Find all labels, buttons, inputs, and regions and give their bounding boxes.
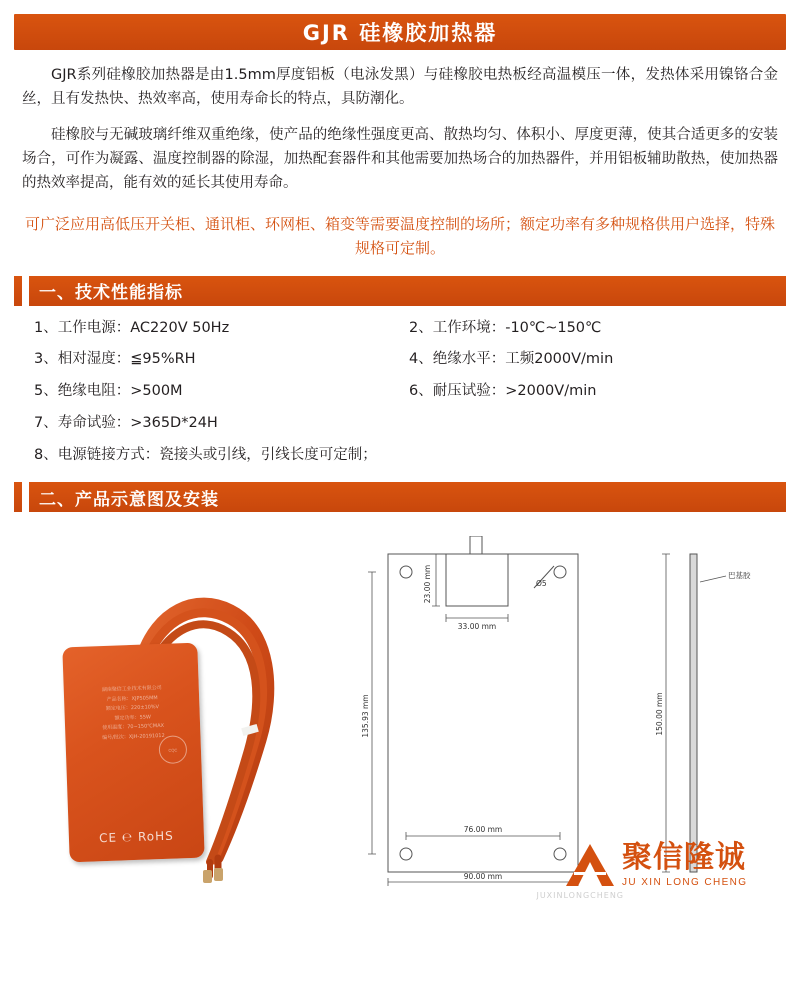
dim-connector-height: 23.00 mm xyxy=(423,565,432,604)
spec-item: 3、相对湿度：≦95%RH xyxy=(34,351,196,368)
intro-paragraph-1: GJR系列硅橡胶加热器是由1.5mm厚度铝板（电泳发黑）与硅橡胶电热板经高温模压一体，发热体采用镍铬合金丝，且有发热快、热效率高，使用寿命长的特点，具防潮化。 xyxy=(22,67,778,107)
section-header-specs xyxy=(14,276,786,306)
document-page xyxy=(0,14,800,982)
company-logo xyxy=(564,834,784,896)
page-title-bar xyxy=(14,14,786,50)
page-title: GJR 硅橡胶加热器 xyxy=(302,21,498,45)
spec-item: 1、工作电源：AC220V 50Hz xyxy=(34,319,230,336)
dim-inner-height: 135.93 mm xyxy=(361,694,370,738)
spec-item: 2、工作环境：-10℃~150℃ xyxy=(409,319,602,336)
section-accent-bar xyxy=(22,276,29,306)
certification-stamp: CQC xyxy=(158,736,187,765)
section-accent-bar xyxy=(22,482,29,512)
spec-item: 4、绝缘水平：工频2000V/min xyxy=(409,351,614,368)
plate-label-line: 湖南聚信工业技术有限公司 xyxy=(101,685,162,694)
plate-label-line: 编号/批次：XJH-20191012 xyxy=(102,732,165,741)
intro-section xyxy=(0,64,800,260)
logo-text-block xyxy=(622,839,748,888)
logo-mark-icon xyxy=(564,842,616,888)
footer-watermark: JUXINLONGCHENG xyxy=(536,891,624,901)
spec-item: 8、电源链接方式：瓷接头或引线，引线长度可定制； xyxy=(34,446,377,463)
dim-side-height: 150.00 mm xyxy=(655,692,664,736)
section-title-diagram: 二、产品示意图及安装 xyxy=(39,489,219,510)
plate-cert-marks: CE ℮ RoHS xyxy=(98,829,174,846)
plate-label-line: 产品名称：XJP505MM xyxy=(106,694,158,703)
spec-item: 7、寿命试验：>365D*24H xyxy=(34,414,218,431)
spec-item: 6、耐压试验：>2000V/min xyxy=(409,383,597,400)
spec-item: 5、绝缘电阻：>500M xyxy=(34,383,183,400)
section-header-diagram xyxy=(14,482,786,512)
plate-label-line: 额定功率：55W xyxy=(114,714,152,722)
logo-name-cn: 聚信隆诚 xyxy=(622,839,746,875)
intro-paragraph-2: 硅橡胶与无碱玻璃纤维双重绝缘，使产品的绝缘性强度更高、散热均匀、体积小、厚度更薄，使其合适更多的安装场合，可作为凝露、温度控制器的除湿，加热配套器件和其他需要加热场合的加热器件，并用铝板辅助散热，使加热器的热效率提高，能有效的延长其使用寿命。 xyxy=(22,126,778,191)
section-title-specs: 一、技术性能指标 xyxy=(39,283,183,304)
dim-total-width: 90.00 mm xyxy=(463,872,503,882)
intro-highlight: 可广泛应用高低压开关柜、通讯柜、环网柜、箱变等需要温度控制的场所；额定功率有多种规格供用户选择，特殊规格可定制。 xyxy=(24,214,775,257)
product-photo xyxy=(46,540,336,885)
spec-list xyxy=(0,318,800,467)
plate-label-line: 使用温度：70~150℃MAX xyxy=(102,723,165,732)
side-note-label: 巴基胶 xyxy=(728,571,751,581)
logo-name-en: JU XIN LONG CHENG xyxy=(622,876,748,888)
dim-connector-width: 33.00 mm xyxy=(457,622,497,632)
hole-diameter-label: Ø5 xyxy=(536,579,547,589)
diagram-area xyxy=(0,522,800,902)
heater-plate xyxy=(62,643,204,863)
plate-label-line: 额定电压：220±10%V xyxy=(105,704,160,713)
dim-hole-span: 76.00 mm xyxy=(463,825,503,835)
